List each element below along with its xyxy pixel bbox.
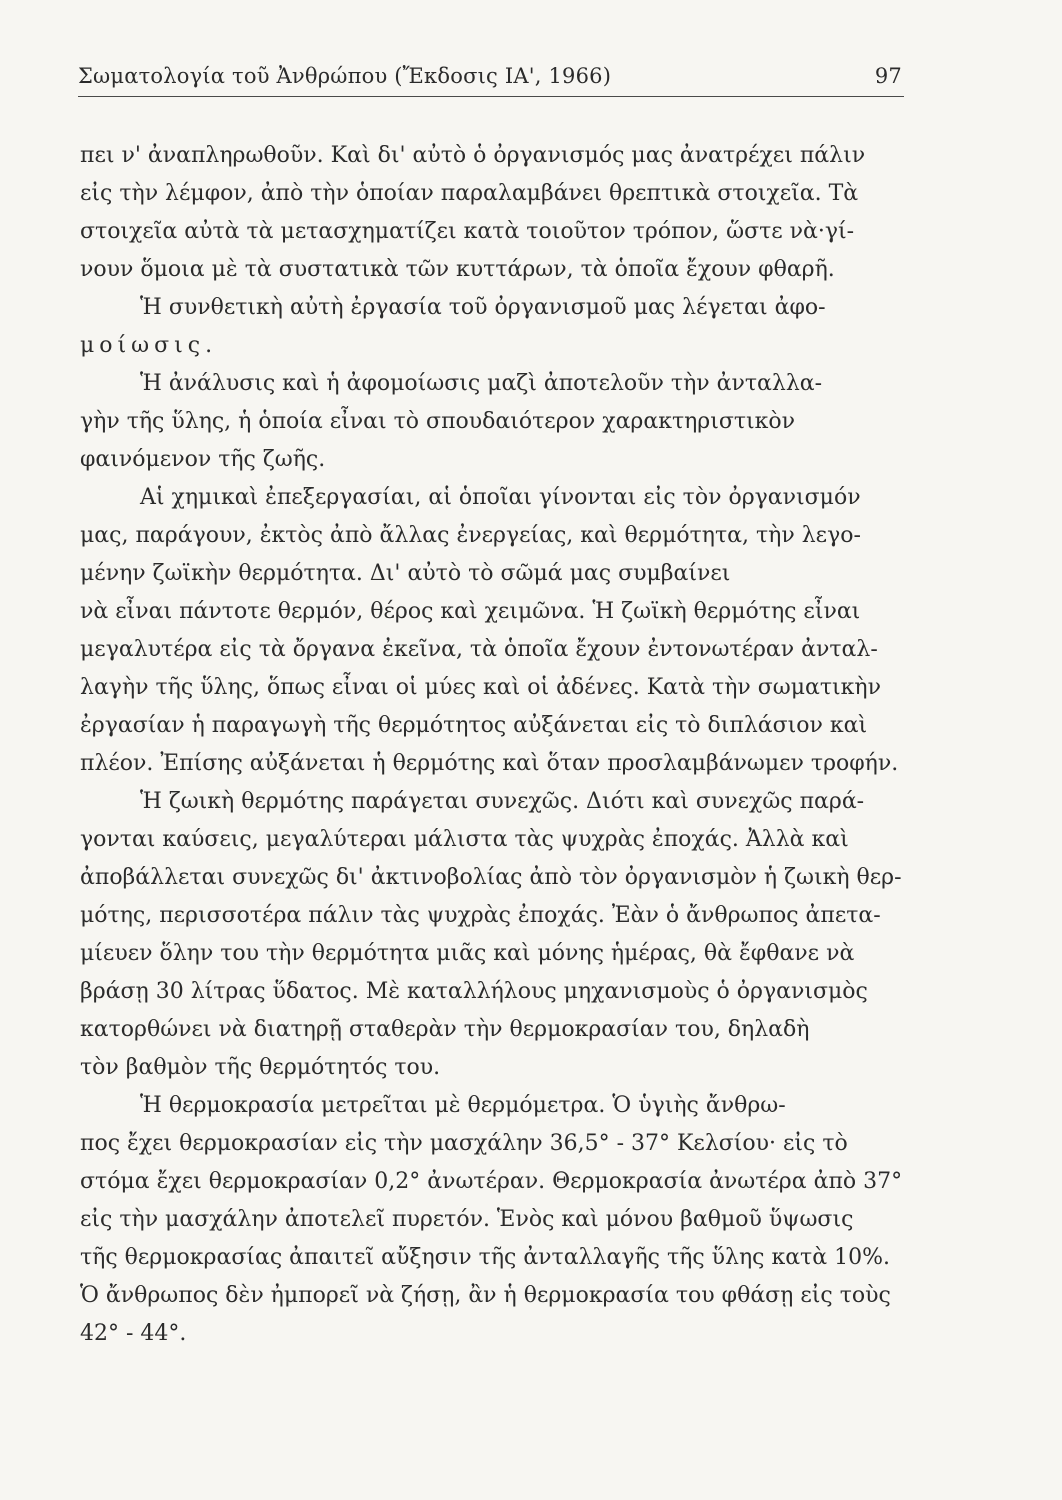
text-line: βράσῃ 30 λίτρας ὕδατος. Μὲ καταλλήλους μηχανισμοὺς ὁ ὀργανισμὸς	[80, 979, 868, 1004]
text-line: γονται καύσεις, μεγαλύτεραι μάλιστα τὰς ψυχρὰς ἐποχάς. Ἀλλὰ καὶ	[80, 827, 849, 852]
text-line: Ἡ ζωικὴ θερμότης παράγεται συνεχῶς. Διότι καὶ συνεχῶς παρά-	[140, 789, 865, 814]
text-line: ἀποβάλλεται συνεχῶς δι' ἀκτινοβολίας ἀπὸ τὸν ὀργανισμὸν ἡ ζωικὴ θερ-	[80, 865, 902, 890]
text-line: Ἡ συνθετικὴ αὐτὴ ἐργασία τοῦ ὀργανισμοῦ μας λέγεται ἀφο-	[140, 295, 826, 320]
text-line: εἰς τὴν λέμφον, ἀπὸ τὴν ὁποίαν παραλαμβάνει θρεπτικὰ στοιχεῖα. Τὰ	[80, 181, 859, 206]
text-line: τῆς θερμοκρασίας ἀπαιτεῖ αὔξησιν τῆς ἀνταλλαγῆς τῆς ὕλης κατὰ 10%.	[80, 1245, 890, 1270]
text-line: μοίωσις.	[80, 333, 218, 358]
text-line: ἐργασίαν ἡ παραγωγὴ τῆς θερμότητος αὐξάνεται εἰς τὸ διπλάσιον καὶ	[80, 713, 868, 738]
text-line: γὴν τῆς ὕλης, ἡ ὁποία εἶναι τὸ σπουδαιότερον χαρακτηριστικὸν	[80, 409, 796, 434]
text-line: μεγαλυτέρα εἰς τὰ ὄργανα ἐκεῖνα, τὰ ὁποῖα ἔχουν ἐντονωτέραν ἀνταλ-	[80, 637, 878, 662]
text-line: πει ν' ἀναπληρωθοῦν. Καὶ δι' αὐτὸ ὁ ὀργανισμός μας ἀνατρέχει πάλιν	[80, 143, 866, 168]
text-line: Ὁ ἄνθρωπος δὲν ἠμπορεῖ νὰ ζήσῃ, ἂν ἡ θερμοκρασία του φθάσῃ εἰς τοὺς	[80, 1283, 891, 1308]
text-line: 42° - 44°.	[80, 1321, 187, 1346]
text-line: νὰ εἶναι πάντοτε θερμόν, θέρος καὶ χειμῶνα. Ἡ ζωϊκὴ θερμότης εἶναι	[80, 599, 861, 624]
text-line: λαγὴν τῆς ὕλης, ὅπως εἶναι οἱ μύες καὶ οἱ ἀδένες. Κατὰ τὴν σωματικὴν	[80, 675, 881, 700]
text-line: μένην ζωϊκὴν θερμότητα. Δι' αὐτὸ τὸ σῶμά μας συμβαίνει	[80, 561, 731, 586]
text-line: εἰς τὴν μασχάλην ἀποτελεῖ πυρετόν. Ἑνὸς καὶ μόνου βαθμοῦ ὕψωσις	[80, 1207, 854, 1232]
text-line: νουν ὅμοια μὲ τὰ συστατικὰ τῶν κυττάρων, τὰ ὁποῖα ἔχουν φθαρῆ.	[80, 257, 835, 282]
text-line: μότης, περισσοτέρα πάλιν τὰς ψυχρὰς ἐποχάς. Ἐὰν ὁ ἄνθρωπος ἀπετα-	[80, 903, 881, 928]
text-line: τὸν βαθμὸν τῆς θερμότητός του.	[80, 1055, 441, 1080]
text-line: στόμα ἔχει θερμοκρασίαν 0,2° ἀνωτέραν. Θερμοκρασία ἀνωτέρα ἀπὸ 37°	[80, 1169, 903, 1194]
text-line: πλέον. Ἐπίσης αὐξάνεται ἡ θερμότης καὶ ὅταν προσλαμβάνωμεν τροφήν.	[80, 751, 899, 776]
text-line: Αἱ χημικαὶ ἐπεξεργασίαι, αἱ ὁποῖαι γίνονται εἰς τὸν ὀργανισμόν	[140, 485, 861, 510]
text-line: Ἡ ἀνάλυσις καὶ ἡ ἀφομοίωσις μαζὶ ἀποτελοῦν τὴν ἀνταλλα-	[140, 371, 823, 396]
text-line: μας, παράγουν, ἐκτὸς ἀπὸ ἄλλας ἐνεργείας, καὶ θερμότητα, τὴν λεγο-	[80, 523, 861, 548]
text-line: πος ἔχει θερμοκρασίαν εἰς τὴν μασχάλην 36,5° - 37° Κελσίου· εἰς τὸ	[80, 1131, 848, 1156]
text-line: μίευεν ὅλην του τὴν θερμότητα μιᾶς καὶ μόνης ἡμέρας, θὰ ἔφθανε νὰ	[80, 941, 855, 966]
text-line: Ἡ θερμοκρασία μετρεῖται μὲ θερμόμετρα. Ὁ ὑγιὴς ἄνθρω-	[140, 1093, 786, 1118]
text-line: στοιχεῖα αὐτὰ τὰ μετασχηματίζει κατὰ τοιοῦτον τρόπον, ὥστε νὰ·γί-	[80, 219, 855, 244]
page-number: 97	[874, 64, 902, 88]
running-header	[78, 60, 904, 97]
text-line: κατορθώνει νὰ διατηρῇ σταθερὰν τὴν θερμοκρασίαν του, δηλαδὴ	[80, 1017, 810, 1042]
text-line: φαινόμενον τῆς ζωῆς.	[80, 447, 326, 472]
running-title: Σωματολογία τοῦ Ἀνθρώπου (Ἔκδοσις ΙΑ', 1966)	[78, 64, 612, 88]
